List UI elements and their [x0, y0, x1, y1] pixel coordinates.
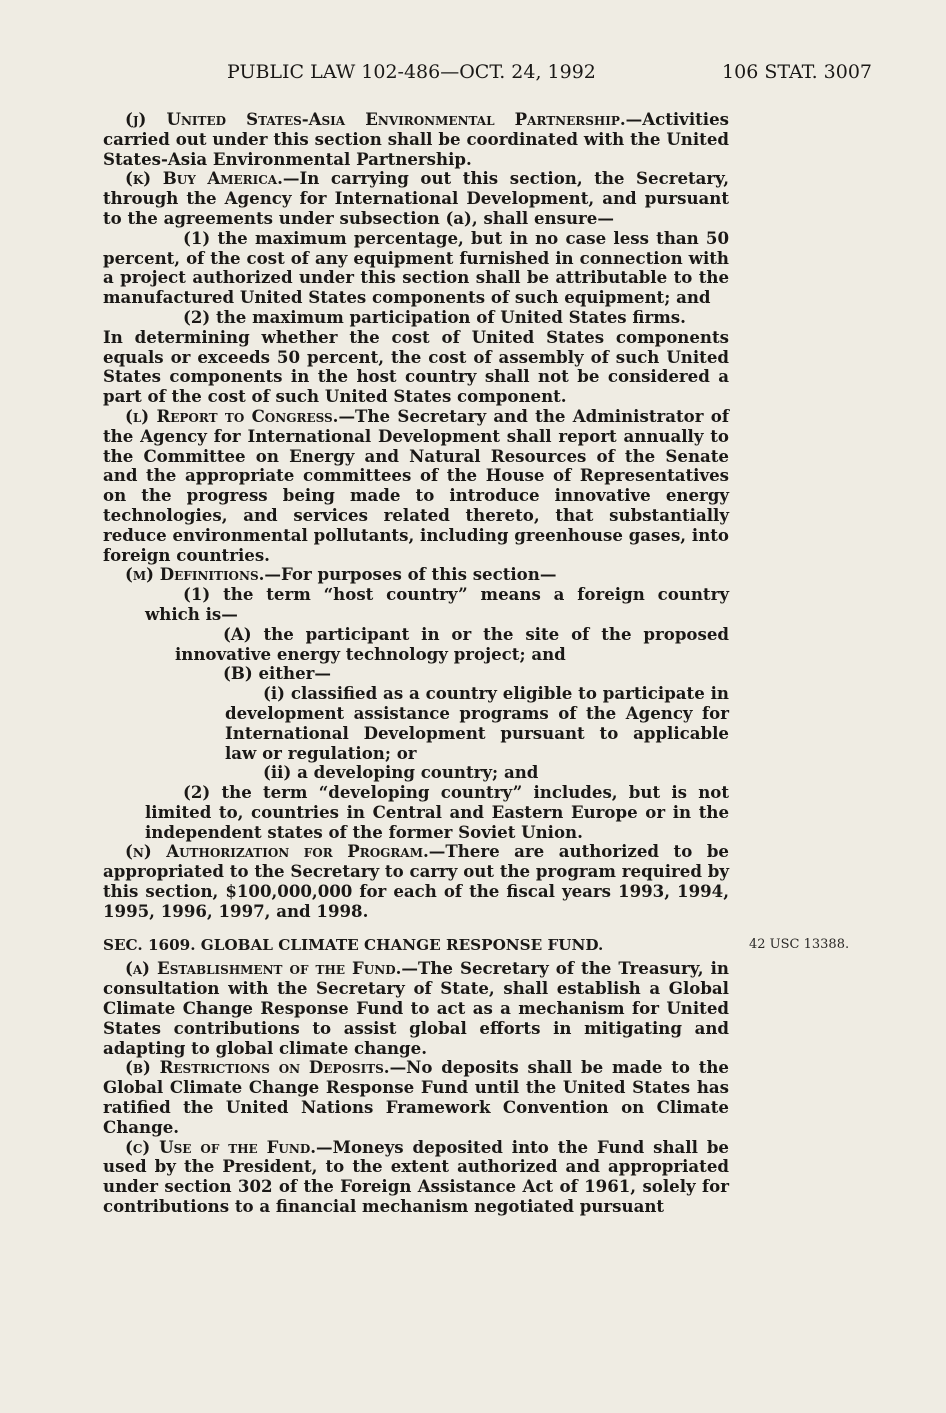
- section-heading-1609: SEC. 1609. GLOBAL CLIMATE CHANGE RESPONSE FUND.: [103, 935, 604, 954]
- subsection-n: [103, 842, 729, 921]
- subsection-m: [103, 565, 729, 585]
- subsection-b: [103, 1058, 729, 1137]
- subsection-a-heading: (a) Establishment of the Fund.: [125, 958, 402, 979]
- subsection-l-text: —The Secretary and the Administrator of the Agency for International Development shall report annually to the Committee on Energy and Natural Resources of the Senate and the appropriate committees of the House of Representatives on the progress being made to introduce innovative energy technologies, and services related thereto, that substantially reduce environmental pollutants, including greenhouse gases, into foreign countries.: [103, 405, 729, 565]
- subsection-k: [103, 169, 729, 228]
- clause-m-1-B-ii: (ii) a developing country; and: [263, 762, 539, 783]
- statute-body: [103, 110, 729, 1217]
- subsection-j-text: —Activities carried out under this section shall be coordinated with the United States-Asia Environmental Partnership.: [103, 109, 729, 169]
- subparagraph-m-1-A: (A) the participant in or the site of the proposed innovative energy technology project; and: [175, 623, 729, 664]
- subsection-k-tail: In determining whether the cost of United States components equals or exceeds 50 percent, the cost of assembly of such United States components in the host country shall not be considered a part of the cost of such United States component.: [103, 326, 729, 407]
- subsection-m-text: —For purposes of this section—: [264, 564, 557, 585]
- paragraph-m-2: (2) the term “developing country” includes, but is not limited to, countries in Central and Eastern Europe or in the independent states of the former Soviet Union.: [145, 782, 729, 842]
- subparagraph-m-1-B: (B) either—: [223, 663, 331, 684]
- subsection-n-text: —There are authorized to be appropriated to the Secretary to carry out the program required by this section, $100,000,000 for each of the fiscal years 1993, 1994, 1995, 1996, 1997, and 1998.: [103, 841, 729, 921]
- subsection-m-heading: (m) Definitions.: [125, 564, 265, 585]
- subsection-l: [103, 407, 729, 565]
- paragraph-k-2: (2) the maximum participation of United States firms.: [183, 306, 686, 327]
- subsection-l-heading: (l) Report to Congress.: [125, 405, 339, 426]
- subsection-k-heading: (k) Buy America.: [125, 168, 283, 189]
- subsection-j-heading: (j) United States-Asia Environmental Partnership.: [125, 109, 626, 129]
- paragraph-k-1: (1) the maximum percentage, but in no case less than 50 percent, of the cost of any equipment furnished in connection with a project authorized under this section shall be attributable to the manufactured United States components of such equipment; and: [103, 227, 729, 308]
- subsection-b-text: —No deposits shall be made to the Global Climate Change Response Fund until the United States has ratified the United Nations Framework Convention on Climate Change.: [103, 1057, 729, 1137]
- subsection-c-heading: (c) Use of the Fund.: [125, 1136, 316, 1157]
- running-header-title: PUBLIC LAW 102-486—OCT. 24, 1992: [227, 61, 596, 83]
- subsection-c-text: —Moneys deposited into the Fund shall be used by the President, to the extent authorized and appropriated under section 302 of the Foreign Assistance Act of 1961, solely for contributions to a financial mechanism negotiated pursuant: [103, 1136, 729, 1217]
- subsection-a: [103, 959, 729, 1058]
- subsection-k-text: —In carrying out this section, the Secretary, through the Agency for International Development, and pursuant to the agreements under subsection (a), shall ensure—: [103, 168, 729, 228]
- subsection-c: [103, 1138, 729, 1217]
- running-header-stat-page: 106 STAT. 3007: [722, 61, 872, 83]
- paragraph-m-1: (1) the term “host country” means a foreign country which is—: [145, 584, 729, 624]
- margin-citation-note: 42 USC 13388.: [749, 937, 850, 952]
- subsection-n-heading: (n) Authorization for Program.: [125, 841, 429, 862]
- clause-m-1-B-i: (i) classified as a country eligible to participate in development assistance programs of the Agency for International Development pursuant to applicable law or regulation; or: [225, 683, 729, 763]
- subsection-b-heading: (b) Restrictions on Deposits.: [125, 1057, 390, 1078]
- subsection-a-text: —The Secretary of the Treasury, in consultation with the Secretary of State, shall establish a Global Climate Change Response Fund to act as a mechanism for United States contributions to assist global efforts in mitigating and adapting to global climate change.: [103, 958, 729, 1058]
- subsection-j: [103, 110, 729, 169]
